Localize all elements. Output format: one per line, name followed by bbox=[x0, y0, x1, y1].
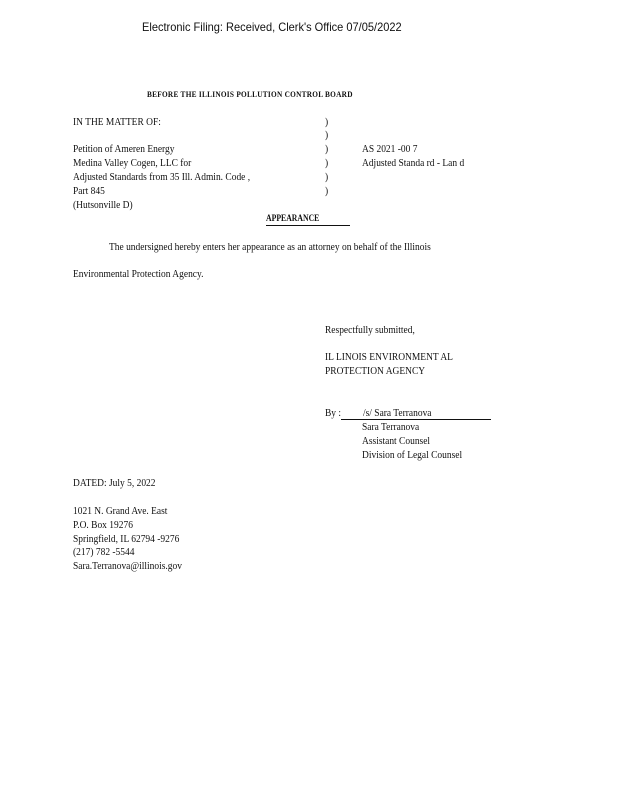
caption-line: Petition of Ameren Energy bbox=[73, 143, 175, 155]
email-link[interactable]: Sara.Terranova@illinois.gov bbox=[73, 560, 182, 572]
filing-header: Electronic Filing: Received, Clerk's Office 07/05/2022 bbox=[142, 20, 402, 34]
case-number: AS 2021 -00 7 bbox=[362, 143, 418, 155]
caption-line: (Hutsonville D) bbox=[73, 199, 133, 211]
address-line: 1021 N. Grand Ave. East bbox=[73, 505, 168, 517]
caption-line: Medina Valley Cogen, LLC for bbox=[73, 157, 192, 169]
body-line: The undersigned hereby enters her appearance as an attorney on behalf of the Illinois bbox=[109, 241, 431, 253]
appearance-title: APPEARANCE bbox=[266, 213, 320, 223]
caption-line: IN THE MATTER OF: bbox=[73, 116, 161, 128]
dated-line: DATED: July 5, 2022 bbox=[73, 477, 156, 489]
by-label: By : bbox=[325, 407, 342, 419]
paren: ) bbox=[325, 171, 329, 183]
paren: ) bbox=[325, 129, 329, 141]
body-line: Environmental Protection Agency. bbox=[73, 268, 204, 280]
agency-line: PROTECTION AGENCY bbox=[325, 365, 426, 377]
signer-name: Sara Terranova bbox=[362, 421, 420, 433]
signer-title: Assistant Counsel bbox=[362, 435, 431, 447]
agency-line: IL LINOIS ENVIRONMENT AL bbox=[325, 351, 453, 363]
paren: ) bbox=[325, 143, 329, 155]
address-line: (217) 782 -5544 bbox=[73, 546, 135, 558]
paren: ) bbox=[325, 116, 329, 128]
address-line: Springfield, IL 62794 -9276 bbox=[73, 533, 180, 545]
signer-division: Division of Legal Counsel bbox=[362, 449, 463, 461]
caption-line: Part 845 bbox=[73, 185, 105, 197]
paren: ) bbox=[325, 157, 329, 169]
signature: /s/ Sara Terranova bbox=[363, 407, 432, 419]
appearance-underline bbox=[266, 225, 350, 226]
closing: Respectfully submitted, bbox=[325, 324, 415, 336]
case-type: Adjusted Standa rd - Lan d bbox=[362, 157, 465, 169]
caption-line: Adjusted Standards from 35 Ill. Admin. Code , bbox=[73, 171, 251, 183]
board-title: BEFORE THE ILLINOIS POLLUTION CONTROL BOARD bbox=[147, 89, 353, 99]
paren: ) bbox=[325, 185, 329, 197]
address-line: P.O. Box 19276 bbox=[73, 519, 133, 531]
